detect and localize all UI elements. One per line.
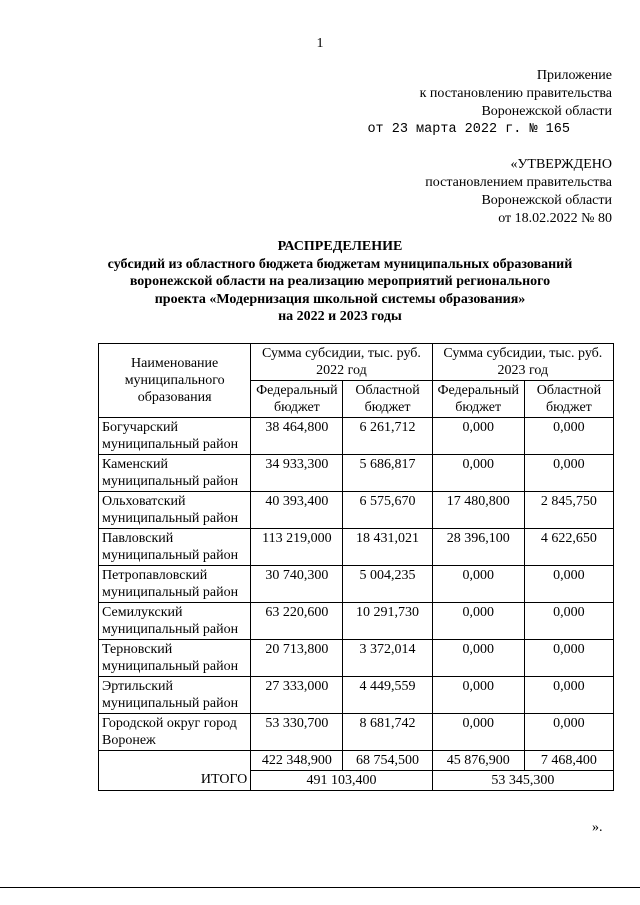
appendix-block	[367, 67, 612, 139]
title-line-5: на 2022 и 2023 годы	[278, 309, 402, 324]
regional-2022-cell: 8 681,742	[343, 714, 432, 751]
table-row	[99, 566, 614, 603]
municipality-name: Петропавловский муниципальный район	[99, 566, 251, 603]
table-row	[99, 418, 614, 455]
municipality-name: Ольховатский муниципальный район	[99, 492, 251, 529]
federal-2022-cell: 53 330,700	[251, 714, 343, 751]
federal-2023-cell: 0,000	[432, 455, 524, 492]
header-regional-2022: Областной бюджет	[343, 381, 432, 418]
title-line-3: воронежской области на реализацию мероприятий регионального	[129, 274, 551, 289]
federal-2023-cell: 0,000	[432, 418, 524, 455]
regional-2022-cell: 10 291,730	[343, 603, 432, 640]
regional-2022-cell: 18 431,021	[343, 529, 432, 566]
approved-line-2: постановлением правительства	[425, 175, 612, 190]
table-row	[99, 492, 614, 529]
table-row	[99, 677, 614, 714]
appendix-line-1: Приложение	[536, 68, 612, 83]
appendix-line-2: к постановлению правительства	[419, 86, 612, 101]
federal-2022-cell: 63 220,600	[251, 603, 343, 640]
municipality-name: Семилукский муниципальный район	[99, 603, 251, 640]
federal-2023-cell: 0,000	[432, 640, 524, 677]
regional-2022-cell: 4 449,559	[343, 677, 432, 714]
federal-2023-cell: 28 396,100	[432, 529, 524, 566]
regional-2023-total: 7 468,400	[524, 751, 613, 771]
footer-divider	[0, 887, 640, 888]
municipality-name: Каменский муниципальный район	[99, 455, 251, 492]
regional-2023-cell: 4 622,650	[524, 529, 613, 566]
approved-line-1: «УТВЕРЖДЕНО	[510, 157, 612, 172]
federal-2023-cell: 0,000	[432, 677, 524, 714]
federal-2022-cell: 34 933,300	[251, 455, 343, 492]
regional-2023-cell: 2 845,750	[524, 492, 613, 529]
title-line-4: проекта «Модернизация школьной системы образования»	[154, 291, 526, 307]
federal-2022-cell: 20 713,800	[251, 640, 343, 677]
distribution-table	[98, 343, 614, 791]
federal-2023-cell: 0,000	[432, 714, 524, 751]
municipality-name: Богучарский муниципальный район	[99, 418, 251, 455]
header-sum-2023: Сумма субсидии, тыс. руб. 2023 год	[432, 344, 613, 381]
subtotal-row	[99, 751, 614, 771]
grand-total-2022: 491 103,400	[251, 771, 432, 791]
federal-2023-total: 45 876,900	[432, 751, 524, 771]
table-row	[99, 714, 614, 751]
table-row	[99, 603, 614, 640]
approved-line-4: от 18.02.2022 № 80	[498, 211, 612, 226]
municipality-name: Терновский муниципальный район	[99, 640, 251, 677]
municipality-name: Эртильский муниципальный район	[99, 677, 251, 714]
federal-2022-total: 422 348,900	[251, 751, 343, 771]
federal-2022-cell: 40 393,400	[251, 492, 343, 529]
table-row	[99, 455, 614, 492]
approved-line-3: Воронежской области	[481, 193, 612, 208]
federal-2022-cell: 38 464,800	[251, 418, 343, 455]
total-label-text: ИТОГО	[200, 771, 248, 787]
header-sum-2022: Сумма субсидии, тыс. руб. 2022 год	[251, 344, 432, 381]
header-regional-2023: Областной бюджет	[524, 381, 613, 418]
regional-2022-cell: 5 004,235	[343, 566, 432, 603]
municipality-name: Городской округ город Воронеж	[99, 714, 251, 751]
page-number: 1	[316, 36, 324, 51]
regional-2023-cell: 0,000	[524, 640, 613, 677]
document-title	[60, 238, 620, 326]
regional-2022-total: 68 754,500	[343, 751, 432, 771]
municipality-name: Павловский муниципальный район	[99, 529, 251, 566]
regional-2023-cell: 0,000	[524, 714, 613, 751]
title-line-1: РАСПРЕДЕЛЕНИЕ	[277, 239, 403, 254]
table-row	[99, 640, 614, 677]
federal-2022-cell: 30 740,300	[251, 566, 343, 603]
regional-2023-cell: 0,000	[524, 418, 613, 455]
appendix-line-3: Воронежской области	[481, 104, 612, 119]
title-line-2: субсидий из областного бюджета бюджетам муниципальных образований	[107, 256, 573, 272]
federal-2023-cell: 0,000	[432, 603, 524, 640]
appendix-date-number: от 23 марта 2022 г. № 165	[367, 122, 570, 137]
federal-2022-cell: 113 219,000	[251, 529, 343, 566]
regional-2023-cell: 0,000	[524, 603, 613, 640]
regional-2023-cell: 0,000	[524, 566, 613, 603]
regional-2022-cell: 6 261,712	[343, 418, 432, 455]
total-label	[99, 751, 251, 791]
regional-2022-cell: 3 372,014	[343, 640, 432, 677]
grand-total-2023: 53 345,300	[432, 771, 613, 791]
regional-2022-cell: 6 575,670	[343, 492, 432, 529]
federal-2022-cell: 27 333,000	[251, 677, 343, 714]
federal-2023-cell: 0,000	[432, 566, 524, 603]
header-federal-2022: Федеральный бюджет	[251, 381, 343, 418]
federal-2023-cell: 17 480,800	[432, 492, 524, 529]
regional-2022-cell: 5 686,817	[343, 455, 432, 492]
approval-stamp-block	[425, 156, 612, 228]
header-municipality: Наименование муниципального образования	[99, 344, 251, 418]
closing-quote: ».	[592, 820, 603, 835]
regional-2023-cell: 0,000	[524, 455, 613, 492]
table-row	[99, 529, 614, 566]
regional-2023-cell: 0,000	[524, 677, 613, 714]
header-federal-2023: Федеральный бюджет	[432, 381, 524, 418]
